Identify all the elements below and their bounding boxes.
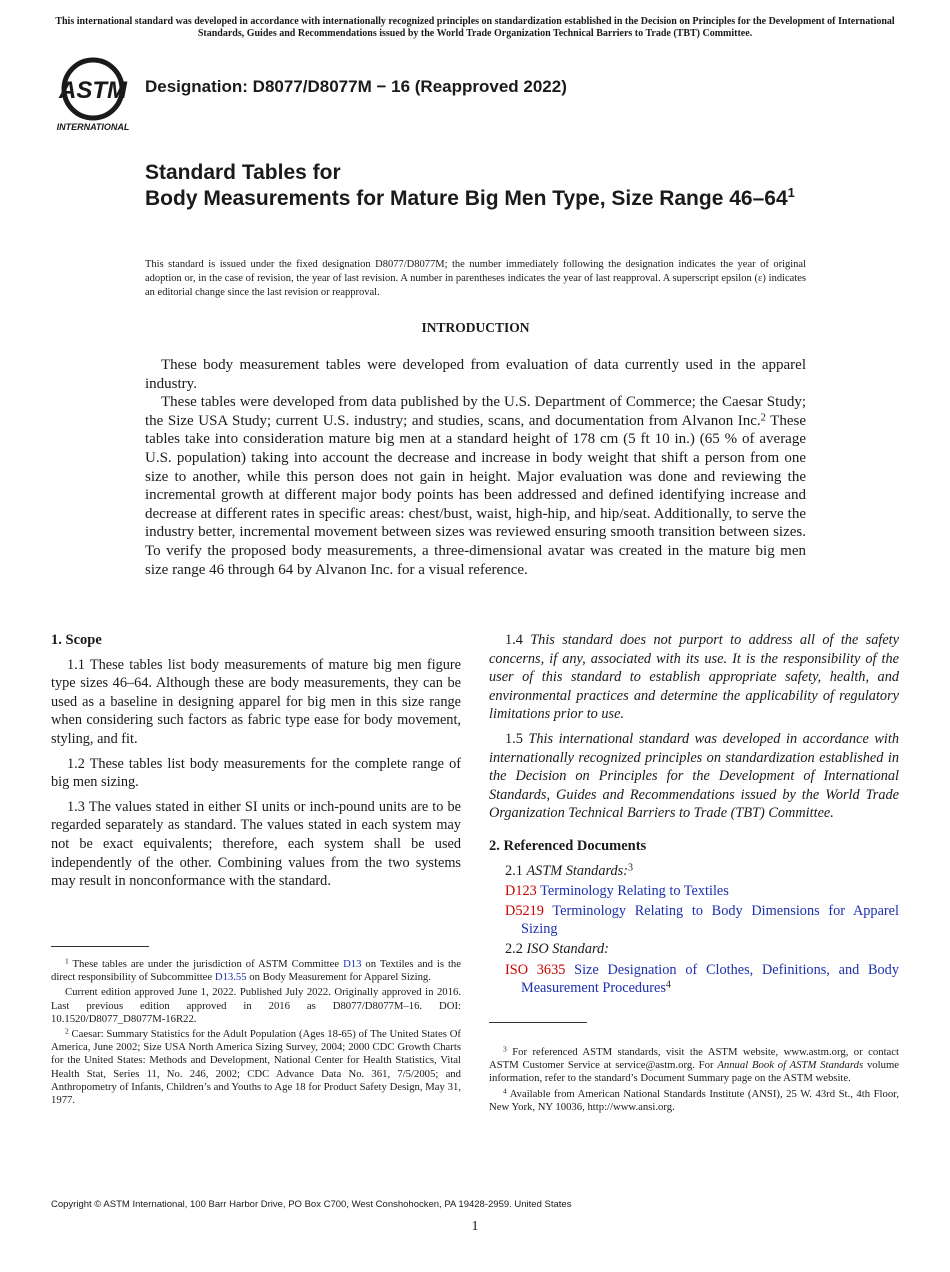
introduction-body: [145, 356, 806, 579]
reference-code[interactable]: D123: [505, 883, 537, 900]
section-1-5: 1.5 This international standard was developed in accordance with internationally recognized principles on standardization established in the Decision on Principles for the Development of International Standards, Guides and Recommendations issued by the World Trade Organization Technical Barriers to Trade (TBT) Committee.: [489, 730, 899, 822]
iso-standard-subheading: 2.2 ISO Standard:: [505, 940, 609, 957]
copyright-notice: Copyright © ASTM International, 100 Barr Harbor Drive, PO Box C700, West Conshohocken, PA 19428-2959. United States: [51, 1199, 572, 1210]
issuance-note: This standard is issued under the fixed designation D8077/D8077M; the number immediately following the designation indicates the year of original adoption or, in the case of revision, the year of last revision. A number in parentheses indicates the year of last reapproval. A superscript epsilon (ε) indicates an editorial change since the last revision or reapproval.: [145, 259, 806, 298]
left-column: [51, 631, 461, 897]
footnote-divider-right: [489, 1022, 587, 1023]
iso-footnote-ref[interactable]: 4: [665, 979, 671, 991]
reference-code[interactable]: ISO 3635: [505, 961, 566, 978]
footnote-divider-left: [51, 946, 149, 947]
footnotes-left: [51, 958, 461, 1109]
section-1-4: 1.4 This standard does not purport to address all of the safety concerns, if any, associated with its use. It is the responsibility of the user of this standard to establish appropriate safety, health, and environmental practices and determine the applicability of regulatory limitations prior to use.: [489, 632, 899, 723]
reference-title[interactable]: Size Designation of Clothes, Definitions, and Body Measurement Procedures: [521, 961, 899, 997]
right-column: [489, 631, 899, 999]
astm-standards-subheading: 2.1 ASTM Standards:$^3$: [505, 862, 633, 879]
footnotes-right: [489, 1046, 899, 1116]
title-text: Body Measurements for Mature Big Men Type, Size Range 46–64: [145, 187, 788, 210]
logo-caption: INTERNATIONAL: [56, 122, 130, 132]
reference-code[interactable]: D5219: [505, 902, 544, 919]
footnote-1-edition: Current edition approved June 1, 2022. Published July 2022. Originally approved in 2016. Last previous edition approved in 2016 as D8077/D8077M–16. DOI: 10.1520/D8077_D8077M-16R22.: [51, 986, 461, 1025]
intro-footnote-ref[interactable]: 2: [760, 412, 766, 424]
logo-text: ASTM: [59, 77, 127, 104]
astm-logo: [52, 56, 134, 134]
title-footnote-ref[interactable]: 1: [787, 185, 795, 200]
astm-footnote-ref[interactable]: 3: [628, 862, 633, 874]
standardization-notice: This international standard was developed in accordance with internationally recognized principles on standardization established in the Decision on Principles for the Development of International Standards, Guides and Recommendations issued by the World Trade Organization Technical Barriers to Trade (TBT) Committee.: [55, 16, 895, 39]
footnote-1: $^1$ These tables are under the jurisdiction of ASTM Committee D13 on Textiles and is the direct responsibility of Subcommittee D13.55 on Body Measurement for Apparel Sizing.: [51, 956, 461, 984]
section-1-2: 1.2 These tables list body measurements for the complete range of big men sizing.: [51, 755, 461, 791]
referenced-documents-heading: 2. Referenced Documents: [489, 837, 647, 854]
section-1-1: 1.1 These tables list body measurements of mature big men figure type sizes 46–64. Although these are body measurements, they can be used as a baseline in designing apparel for big men in this size range when considering such factors as fabric type ease for body movement, styling, and fit.: [51, 656, 461, 747]
footnote-3: $^3$ For referenced ASTM standards, visit the ASTM website, www.astm.org, or contact ASTM Customer Service at service@astm.org. For Annual Book of ASTM Standards volume information, refer to the standard’s Document Summary page on the ASTM website.: [489, 1044, 899, 1085]
scope-heading: 1. Scope: [51, 632, 102, 648]
reference-title[interactable]: Terminology Relating to Body Dimensions for Apparel Sizing: [521, 902, 899, 938]
reference-title[interactable]: Terminology Relating to Textiles: [540, 883, 729, 900]
section-1-3: 1.3 The values stated in either SI units or inch-pound units are to be regarded separately as standard. The values stated in each system may not be exact equivalents; therefore, each system shall be used independently of the other. Combining values from the two systems may result in nonconformance with the standard.: [51, 798, 461, 890]
reference-d5219[interactable]: [489, 902, 899, 939]
document-title: [145, 160, 825, 212]
designation: Designation: D8077/D8077M − 16 (Reapproved 2022): [145, 77, 567, 96]
introduction-heading: INTRODUCTION: [421, 320, 530, 335]
title-line-1: Standard Tables for: [145, 161, 341, 184]
footnote-2: $^2$ Caesar: Summary Statistics for the Adult Population (Ages 18-65) of The United States Of America, June 2002; Size USA North America Sizing Survey, 2004; 2000 CDC Growth Charts for the United States: Methods and Development, National Center for Health Statistics, Vital Health Stat, Series 11, No. 246, 2002; CDC Advance Data No. 361, 7/5/2005; and Anthropometry of Infants, Children’s and Youths to Age 18 for Product Safety Design, May 31, 1977.: [51, 1026, 461, 1107]
reference-iso-3635[interactable]: [489, 961, 899, 998]
page-number: 1: [471, 1219, 479, 1234]
footnote-4: $^4$ Available from American National Standards Institute (ANSI), 25 W. 43rd St., 4th Floor, New York, NY 10036, http://www.ansi.org.: [489, 1086, 899, 1113]
subcommittee-d13-55-link[interactable]: D13.55: [214, 971, 247, 984]
committee-d13-link[interactable]: D13: [343, 958, 362, 970]
intro-paragraph-2: These tables were developed from data published by the U.S. Department of Commerce; the Caesar Study; the Size USA Study; current U.S. industry; and studies, scans, and documentation from Alvanon Inc.$^2$ These tables take into consideration mature big men at a standard height of 178 cm (5 ft 10 in.) (65 % of average U.S. population) taking into account the decrease and increase in body weight that shift a person from one size to another, while this person does not gain in height. Major evaluation was done and reviewing the incremental growth at different major body points has been addressed and defined identifying increase and decrease at different rates in specific areas: chest/bust, waist, high-hip, and hip/seat. Additionally, to serve the industry better, incremental movement between sizes was reviewed ensuring smooth transition between sizes. To verify the proposed body measurements, a three-dimensional avatar was created in the mature big men size range 46 through 64 by Alvanon Inc. for a visual reference.: [145, 394, 806, 578]
intro-paragraph-1: These body measurement tables were developed from evaluation of data currently used in the apparel industry.: [145, 357, 806, 392]
title-line-2: [145, 186, 825, 212]
reference-d123[interactable]: [489, 882, 899, 901]
